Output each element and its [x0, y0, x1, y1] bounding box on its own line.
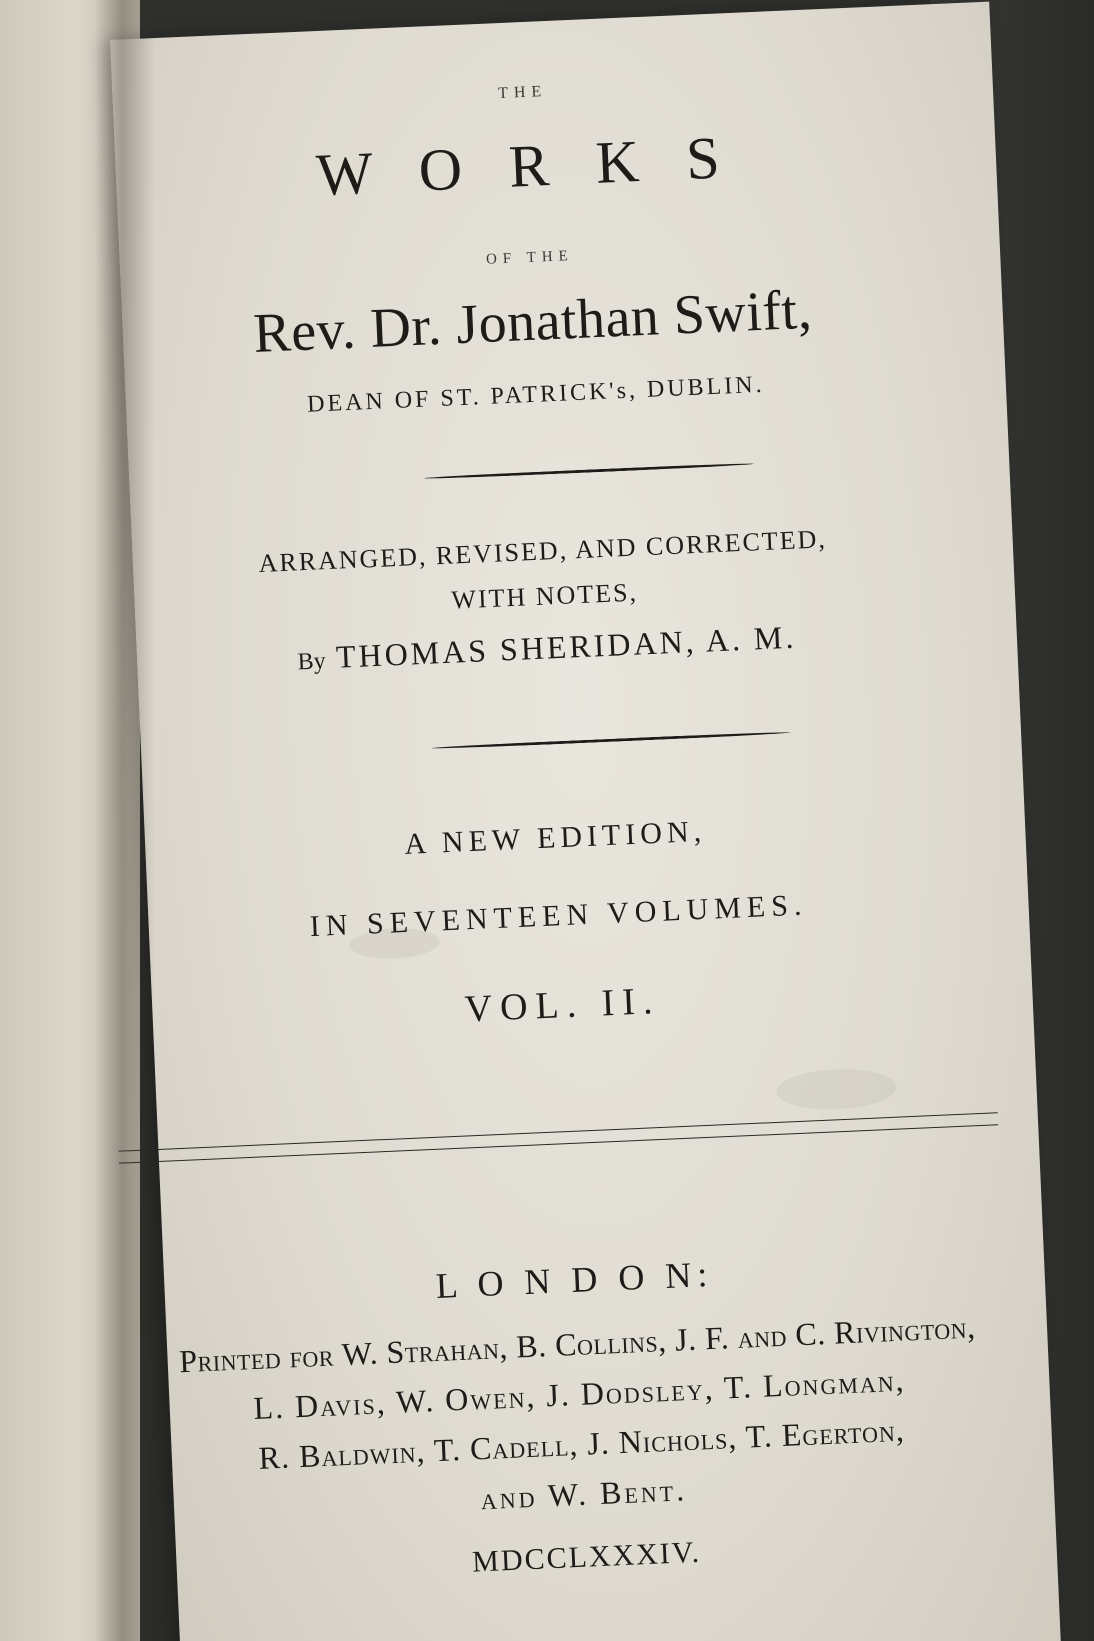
- text-volumes: IN SEVENTEEN VOLUMES.: [309, 888, 809, 944]
- text-of-the: OF THE: [485, 247, 575, 268]
- author-position: DEAN OF ST. PATRICK's, DUBLIN.: [306, 371, 766, 418]
- double-rule-top: [118, 1112, 997, 1151]
- imprint-printers-line-1: Printed for W. Strahan, B. Collins, J. F. and C. Rivington,: [178, 1308, 977, 1380]
- imprint-year: MDCCLXXXIV.: [471, 1535, 702, 1579]
- text-by: By: [297, 648, 327, 676]
- imprint-printers-line-4: and W. Bent.: [479, 1471, 688, 1517]
- text-works: W O R K S: [314, 123, 737, 209]
- ornamental-rule: [424, 462, 754, 479]
- text-the: THE: [497, 82, 548, 103]
- paper-smudge: [776, 1067, 898, 1112]
- author-name: Rev. Dr. Jonathan Swift,: [252, 278, 814, 365]
- title-page: [110, 2, 1063, 1641]
- ornamental-rule: [431, 731, 791, 750]
- text-edition: A NEW EDITION,: [403, 814, 707, 861]
- gutter-shadow: [95, 0, 155, 1641]
- imprint-printers-line-2: L. Davis, W. Owen, J. Dodsley, T. Longman,: [252, 1361, 907, 1427]
- imprint-place: L O N D O N:: [434, 1253, 715, 1306]
- text-arranged: ARRANGED, REVISED, AND CORRECTED,: [258, 524, 828, 579]
- imprint-printers-line-3: R. Baldwin, T. Cadell, J. Nichols, T. Egerton,: [257, 1411, 906, 1476]
- editor-name: THOMAS SHERIDAN, A. M.: [335, 618, 798, 675]
- text-with-notes: WITH NOTES,: [450, 577, 639, 615]
- volume-number: VOL. II.: [463, 979, 662, 1031]
